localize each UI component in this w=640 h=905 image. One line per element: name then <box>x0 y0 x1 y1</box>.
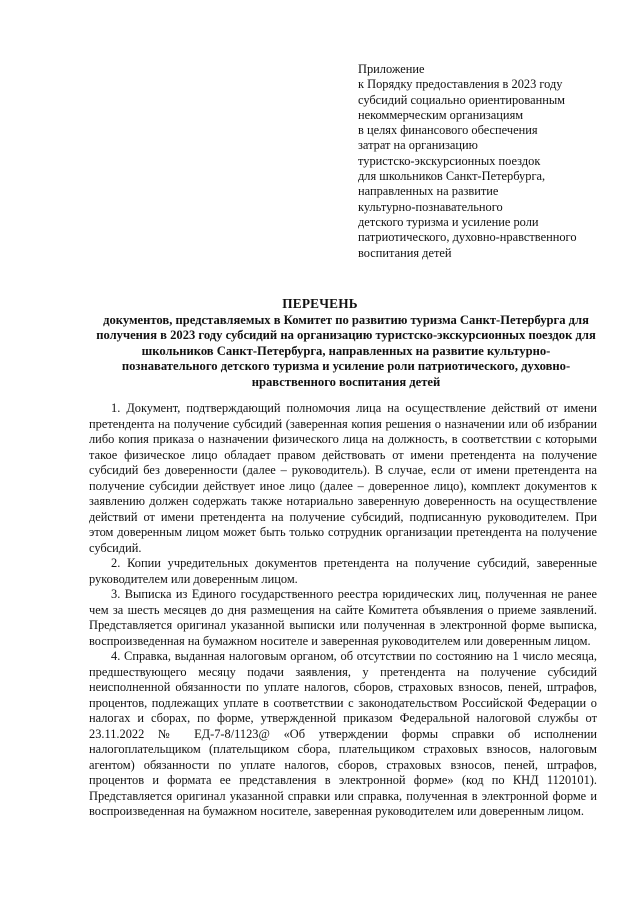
appendix-line: воспитания детей <box>358 245 452 260</box>
appendix-line: для школьников Санкт-Петербурга, <box>358 169 546 184</box>
paragraph-3: 3. Выписка из Единого государственного реестра юридических лиц, полученная не ранее чем за шесть месяцев до дня размещения на сайте Комитета объявления о приеме заявлений. Представляется оригинал указанной выписки или полученная в электронной форме выписка, воспроизведенная на бумажном носителе и заверенная руководителем или доверенным лицом. <box>89 587 597 648</box>
appendix-line: затрат на организацию <box>358 138 478 153</box>
appendix-line: в целях финансового обеспечения <box>358 123 538 138</box>
appendix-line: туристско-экскурсионных поездок <box>358 153 541 168</box>
appendix-line: некоммерческим организациям <box>358 107 524 122</box>
paragraph-2: 2. Копии учредительных документов претендента на получение субсидий, заверенные руководителем или доверенным лицом. <box>89 556 597 586</box>
appendix-line: к Порядку предоставления в 2023 году <box>358 77 563 92</box>
document-title: ПЕРЕЧЕНЬ <box>282 296 358 311</box>
appendix-header <box>358 62 608 261</box>
appendix-line: детского туризма и усиление роли <box>358 214 539 229</box>
paragraph-1: 1. Документ, подтверждающий полномочия лица на осуществление действий от имени претендента на получение субсидий (заверенная копия решения о назначении или об избрании либо копия приказа о назначении физического лица на должность, в соответствии с которыми такое физическое лицо обладает правом действовать от имени претендента на получение субсидий без доверенности (далее – руководитель). В случае, если от имени претендента на получение субсидии действует иное лицо (далее – доверенное лицо), комплект документов к заявлению должен содержать также нотариально заверенную доверенность на осуществление действий от имени претендента на получение субсидий, подписанную руководителем. При этом доверенным лицом может быть только сотрудник организации претендента на получение субсидий. <box>89 401 597 555</box>
appendix-line: патриотического, духовно-нравственного <box>358 230 577 245</box>
paragraph-4: 4. Справка, выданная налоговым органом, об отсутствии по состоянию на 1 число месяца, предшествующего месяцу подачи заявления, у претендента на получение субсидий неисполненной обязанности по уплате налогов, сборов, страховых взносов, пеней, штрафов, процентов, подлежащих уплате в соответствии с законодательством Российской Федерации о налогах и сборах, по форме, утвержденной приказом Федеральной налоговой службы от 23.11.2022 № ЕД-7-8/1123@ «Об утверждении формы справки об исполнении налогоплательщиком (плательщиком сбора, плательщиком страховых взносов, налоговым агентом) обязанности по уплате налогов, сборов, страховых взносов, пеней, штрафов, процентов и формата ее представления в электронной форме» (код по КНД 1120101). Представляется оригинал указанной справки или справка, полученная в электронной форме и воспроизведенная на бумажном носителе, заверенная руководителем или доверенным лицом. <box>89 649 597 818</box>
appendix-line: Приложение <box>358 62 425 76</box>
document-body <box>89 401 597 820</box>
appendix-line: субсидий социально ориентированным <box>358 92 565 107</box>
appendix-line: направленных на развитие <box>358 184 499 199</box>
appendix-line: культурно-познавательного <box>358 199 503 214</box>
document-subtitle: документов, представляемых в Комитет по развитию туризма Санкт-Петербурга для получения в 2023 году субсидий на организацию туристско-экскурсионных поездок для школьников Санкт-Петербурга, направленных на развитие культурно-познавательного детского туризма и усиление роли патриотического, духовно-нравственного воспитания детей <box>96 313 596 389</box>
